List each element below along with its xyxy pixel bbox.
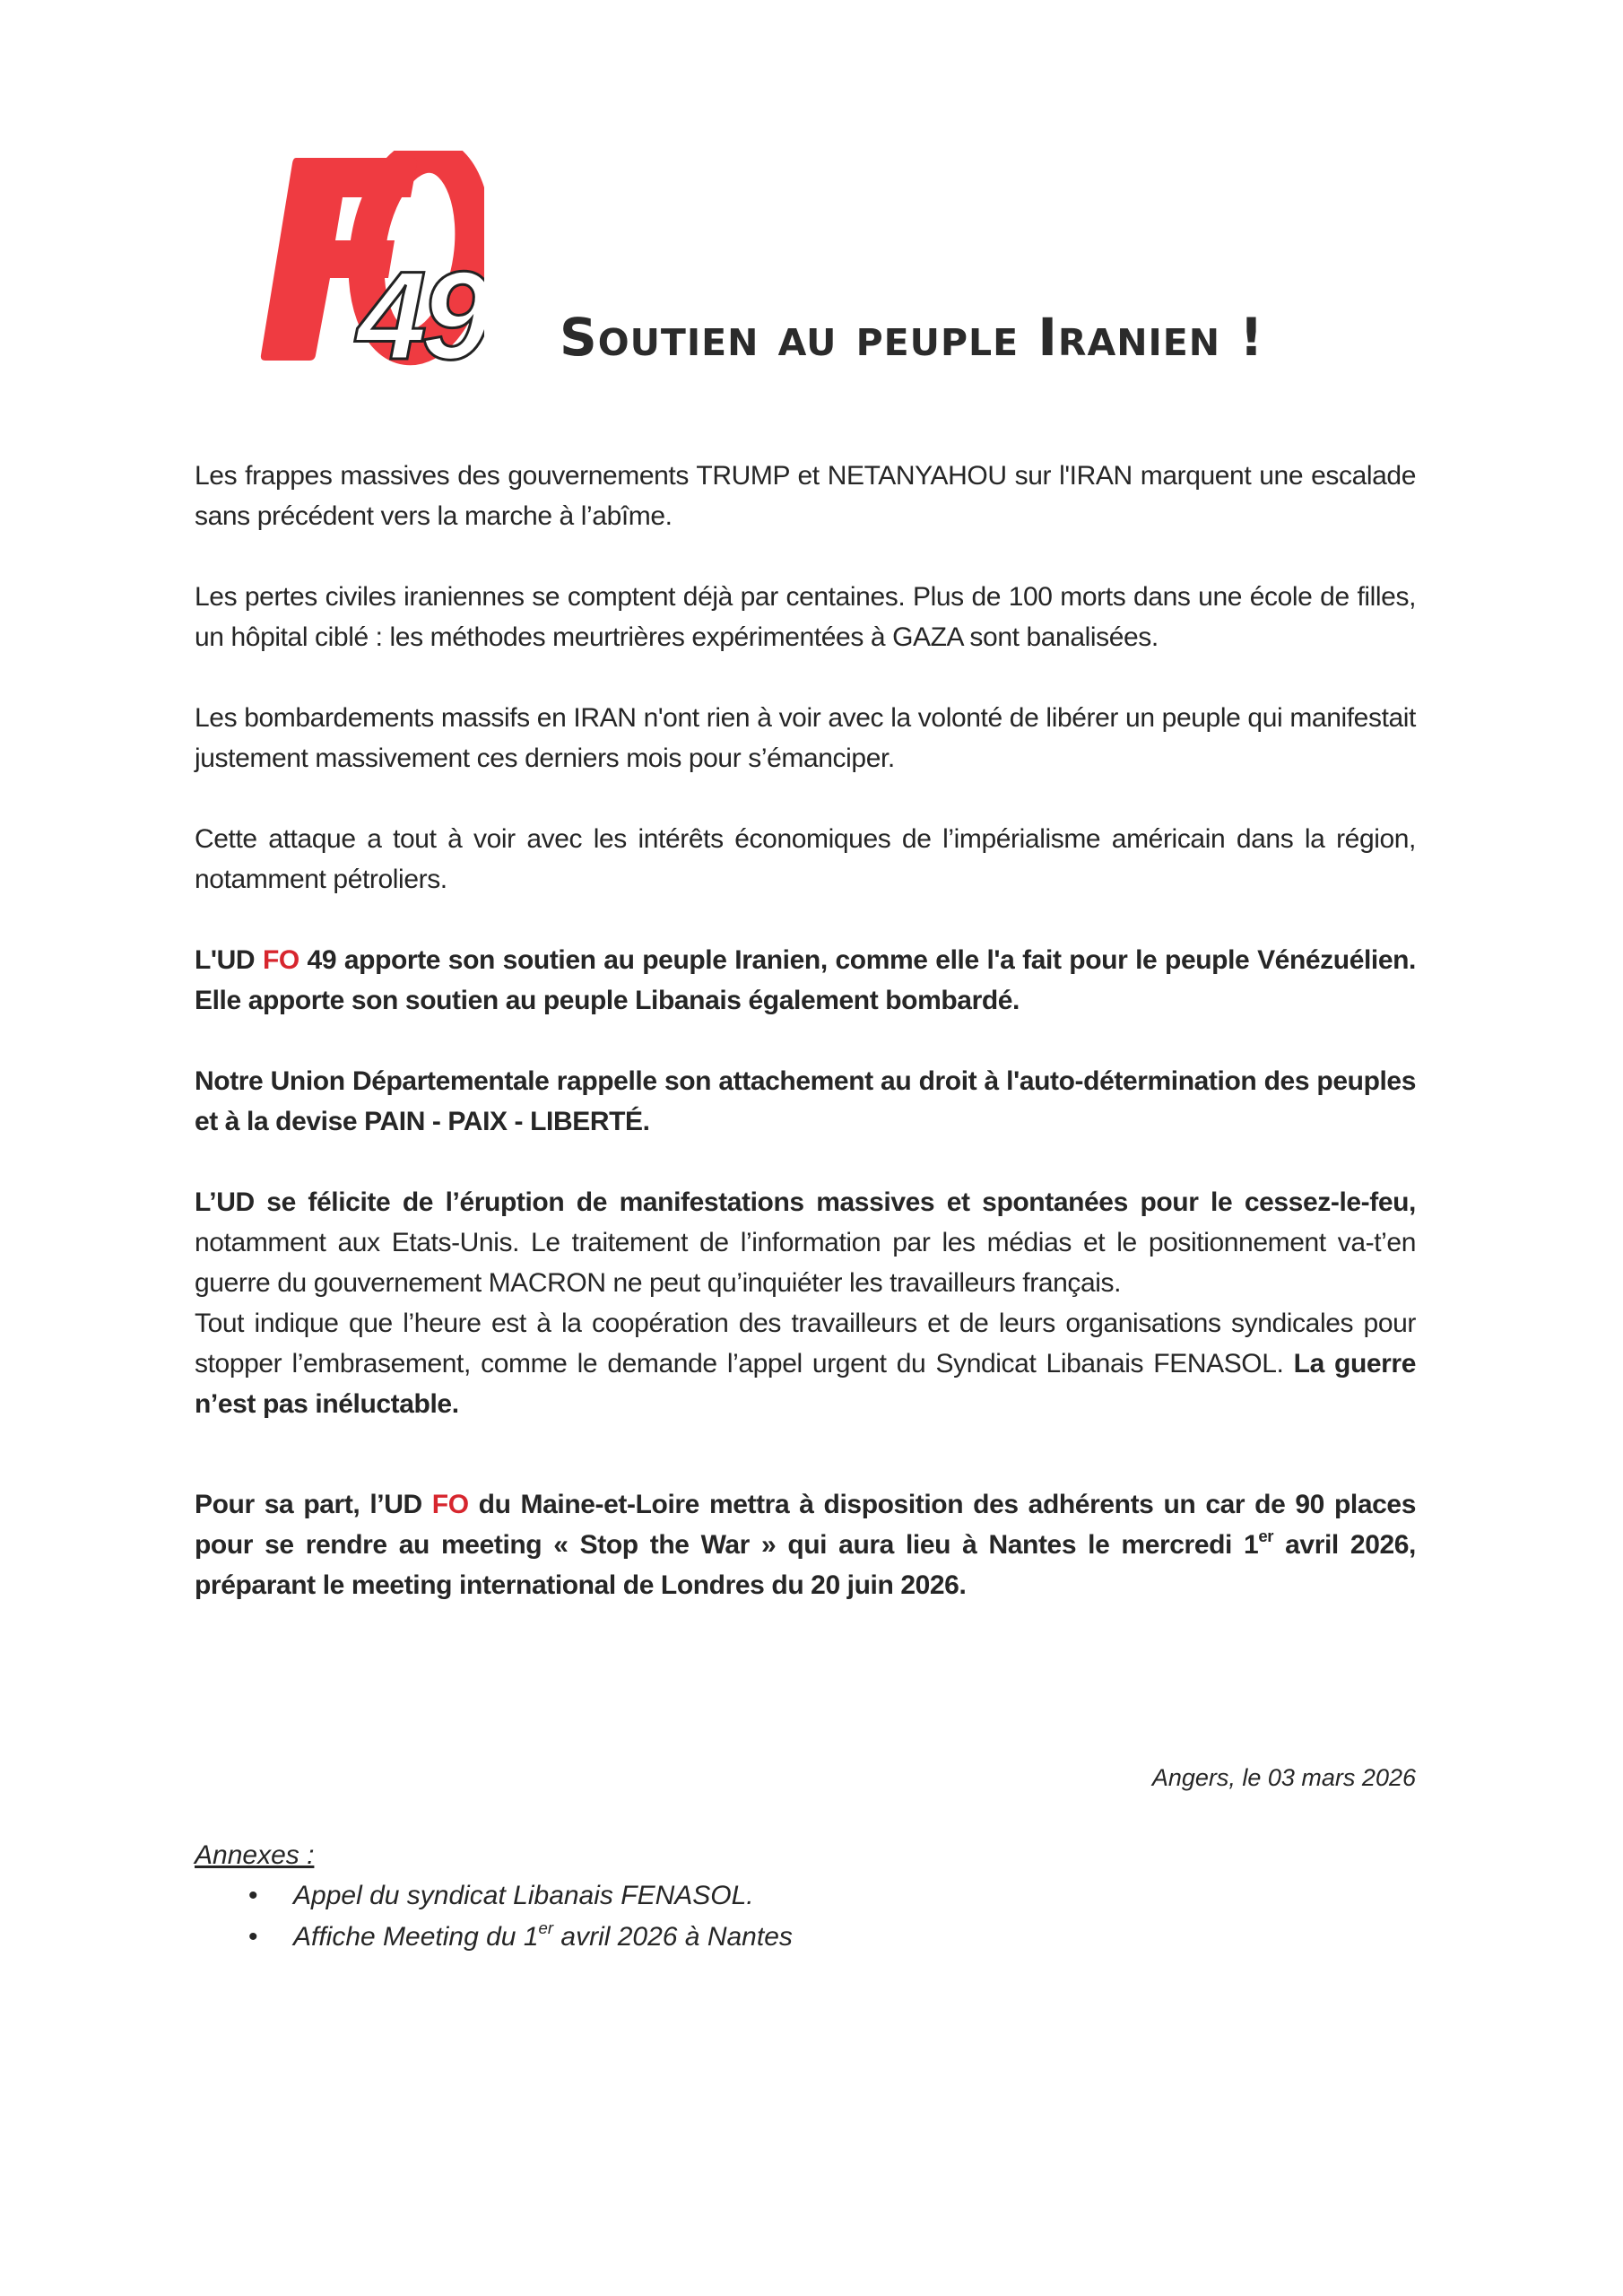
- meeting-prefix: Pour sa part, l’UD: [195, 1490, 432, 1519]
- paragraph-civilian-losses: Les pertes civiles iraniennes se comptent déjà par centaines. Plus de 100 morts dans une école de filles, un hôpital ciblé : les méthodes meurtrières expérimentées à GAZA sont banalisées.: [195, 582, 1416, 652]
- page-title: Soutien au peuple Iranien !: [560, 307, 1264, 368]
- annex-item: [195, 1917, 793, 1958]
- paragraph-strikes: Les frappes massives des gouvernements TRUMP et NETANYAHOU sur l'IRAN marquent une escalade sans précédent vers la marche à l’abîme.: [195, 461, 1416, 531]
- support-prefix: L'UD: [195, 945, 263, 975]
- fo-highlight: FO: [262, 945, 299, 975]
- meeting-text: du Maine-et-Loire mettra à disposition des adhérents un car de 90 places pour se rendre au meeting « Stop the War » qui aura lieu à Nantes le mercredi 1: [195, 1490, 1416, 1560]
- annex-item-text: Appel du syndicat Libanais FENASOL.: [293, 1881, 754, 1910]
- demonstrations-bold: L’UD se félicite de l’éruption de manifestations massives et spontanées pour le cessez-le-feu,: [195, 1187, 1416, 1217]
- document-body: [195, 456, 1416, 1646]
- paragraph-interests: Cette attaque a tout à voir avec les intérêts économiques de l’impérialisme américain dans la région, notamment pétroliers.: [195, 824, 1416, 894]
- annex-item: [195, 1875, 793, 1917]
- bullet-icon: •: [248, 1881, 258, 1910]
- support-text: 49 apporte son soutien au peuple Iranien, comme elle l'a fait pour le peuple Vénézuélien. Elle apporte son soutien au peuple Libanais également bombardé.: [195, 945, 1416, 1015]
- fo-highlight: FO: [431, 1490, 469, 1519]
- annex-item-text-end: avril 2026 à Nantes: [553, 1922, 793, 1952]
- place-date: Angers, le 03 mars 2026: [1151, 1764, 1416, 1791]
- logo-number: 49: [357, 245, 484, 366]
- meeting-text-end: avril 2026, préparant le meeting international de Londres du 20 juin 2026.: [195, 1530, 1416, 1600]
- ordinal-suffix: er: [1258, 1526, 1274, 1545]
- fo49-logo: [260, 151, 484, 366]
- demonstrations-text: notamment aux Etats-Unis. Le traitement de l’information par les médias et le positionnement va-t’en guerre du gouvernement MACRON ne peut qu’inquiéter les travailleurs français.: [195, 1228, 1416, 1298]
- paragraph-support: [195, 940, 1416, 1021]
- cooperation-text: Tout indique que l’heure est à la coopération des travailleurs et de leurs organisations syndicales pour stopper l’embrasement, comme le demande l’appel urgent du Syndicat Libanais FENASOL.: [195, 1309, 1416, 1378]
- paragraph-demonstrations: [195, 1182, 1416, 1303]
- annexes-section: [195, 1835, 793, 1958]
- annex-item-text: Affiche Meeting du 1: [293, 1922, 539, 1952]
- fo49-logo-graphic: [260, 151, 484, 366]
- annexes-heading: Annexes :: [195, 1840, 315, 1870]
- annexes-list: [195, 1875, 793, 1958]
- paragraph-meeting: [195, 1484, 1416, 1605]
- paragraph-self-determination: Notre Union Départementale rappelle son attachement au droit à l'auto-détermination des peuples et à la devise PAIN - PAIX - LIBERTÉ.: [195, 1066, 1416, 1136]
- paragraph-bombings: Les bombardements massifs en IRAN n'ont rien à voir avec la volonté de libérer un peuple qui manifestait justement massivement ces derniers mois pour s’émanciper.: [195, 703, 1416, 773]
- cooperation-bold: La guerre n’est pas inéluctable.: [195, 1349, 1416, 1419]
- ordinal-suffix: er: [538, 1918, 554, 1937]
- bullet-icon: •: [248, 1922, 258, 1952]
- paragraph-cooperation: [195, 1303, 1416, 1424]
